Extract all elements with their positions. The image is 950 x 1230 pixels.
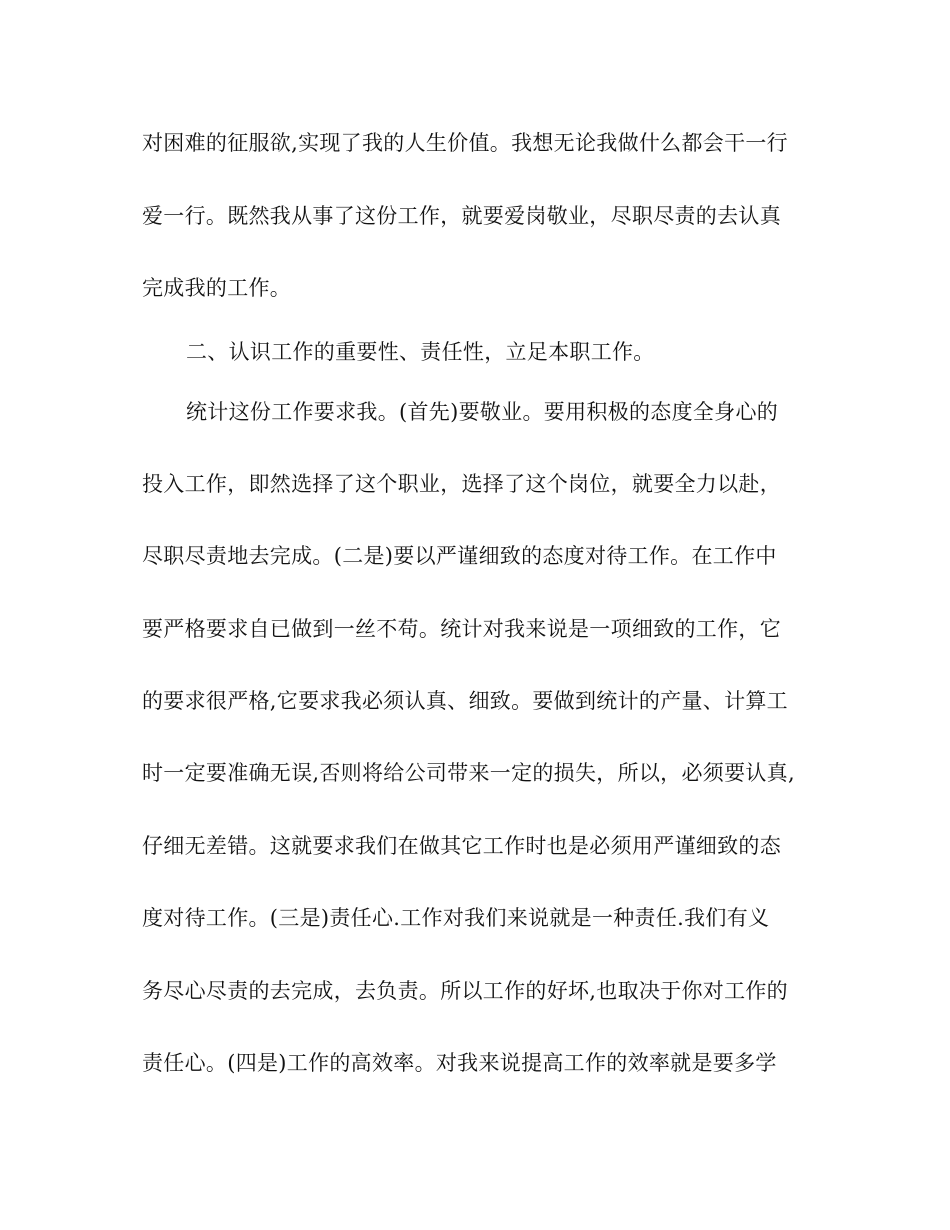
section-heading: 二、认识工作的重要性、责任性，立足本职工作。 bbox=[186, 340, 655, 364]
text-line-14: 责任心。(四是)工作的高效率。对我来说提高工作的效率就是要多学 bbox=[142, 1051, 777, 1075]
text-line-12: 度对待工作。(三是)责任心.工作对我们来说就是一种责任.我们有义 bbox=[142, 906, 770, 930]
text-line-8: 要严格要求自已做到一丝不苟。统计对我来说是一项细致的工作，它 bbox=[142, 617, 781, 641]
text-line-11: 仔细无差错。这就要求我们在做其它工作时也是必须用严谨细致的态 bbox=[142, 834, 781, 858]
text-line-5: 统计这份工作要求我。(首先)要敬业。要用积极的态度全身心的 bbox=[186, 400, 779, 424]
text-line-7: 尽职尽责地去完成。(二是)要以严谨细致的态度对待工作。在工作中 bbox=[142, 544, 777, 568]
text-line-1: 对困难的征服欲,实现了我的人生价值。我想无论我做什么都会干一行 bbox=[142, 131, 788, 155]
text-line-6: 投入工作，即然选择了这个职业，选择了这个岗位，就要全力以赴， bbox=[142, 472, 781, 496]
text-line-9: 的要求很严格,它要求我必须认真、细致。要做到统计的产量、计算工 bbox=[142, 689, 788, 713]
text-line-13: 务尽心尽责的去完成，去负责。所以工作的好坏,也取决于你对工作的 bbox=[142, 979, 788, 1003]
text-line-2: 爱一行。既然我从事了这份工作，就要爱岗敬业，尽职尽责的去认真 bbox=[142, 204, 781, 228]
text-line-10: 时一定要准确无误,否则将给公司带来一定的损失，所以，必须要认真, bbox=[142, 761, 795, 785]
text-line-3: 完成我的工作。 bbox=[142, 276, 292, 300]
